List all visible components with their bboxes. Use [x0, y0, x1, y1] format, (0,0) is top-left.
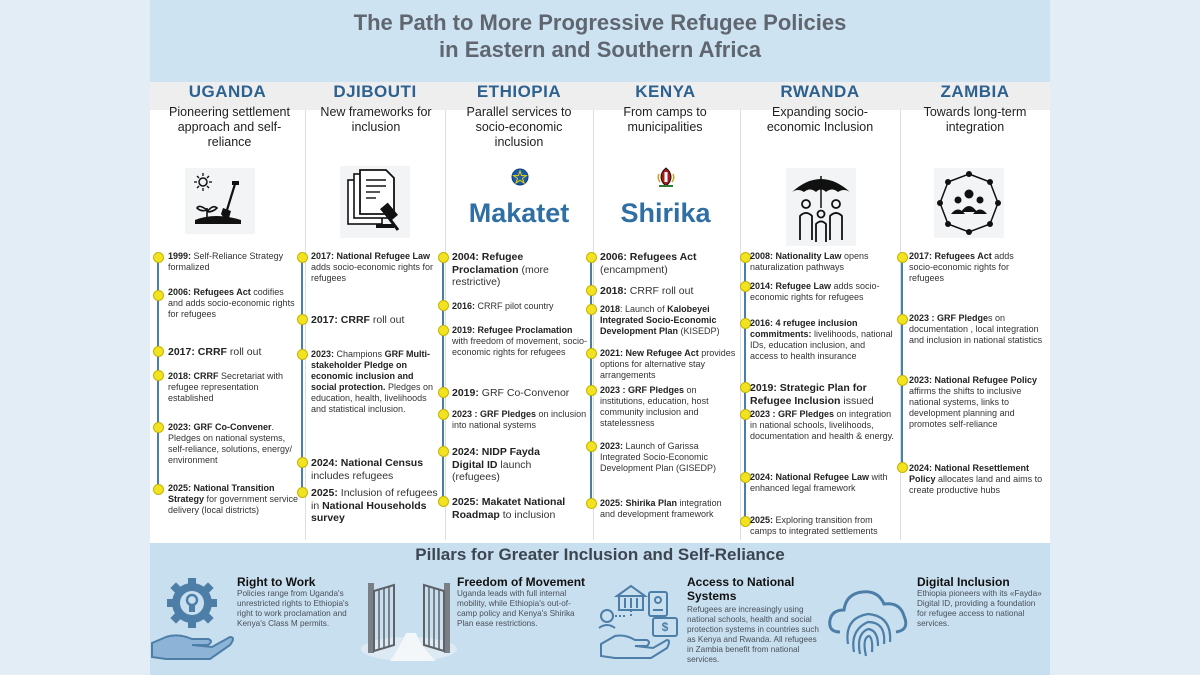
pillar-text-freedom-of-movement: Uganda leads with full internal mobility, while Ethiopia's out-of-camp policy and Kenya's Shirika Plan ease restrictions. — [457, 589, 575, 628]
rwanda-entry-2023: 2023 : GRF Pledges on integration in national schools, livelihoods, documentation and health & energy. — [750, 409, 894, 441]
pillars-title: Pillars for Greater Inclusion and Self-Reliance — [415, 545, 785, 564]
rwanda-entry-2025: 2025: Exploring transition from camps to integrated settlements — [750, 515, 878, 536]
zambia-entry-2023-policy: 2023: National Refugee Policy affirms the shifts to inclusive national systems, links to development planning and promotes self-reliance — [909, 375, 1038, 429]
national-services-icon — [595, 578, 683, 660]
subtitle-zambia: Towards long-term integration — [923, 105, 1027, 134]
zambia-entry-2023-grf: 2023 : GRF Pledges on documentation , local integration and inclusion in national statistics — [909, 313, 1043, 345]
rwanda-entry-2016: 2016: 4 refugee inclusion commitments: livelihoods, national IDs, education inclusion, and access to health insurance — [750, 318, 893, 361]
pillar-title-digital-inclusion: Digital Inclusion — [917, 575, 1010, 589]
ethiopia-entry-2019-grf: 2019: GRF Co-Convenor — [452, 387, 570, 399]
rwanda-entry-2024: 2024: National Refugee Law with enhanced legal framework — [750, 472, 888, 493]
kenya-entry-2025: 2025: Shirika Plan integration and development framework — [600, 498, 722, 519]
rwanda-entry-2014: 2014: Refugee Law adds socio-economic rights for refugees — [750, 281, 880, 302]
shirika-wordmark: Shirika — [620, 198, 711, 228]
timeline-ethiopia — [442, 256, 444, 502]
seedling-shovel-icon — [185, 168, 255, 234]
timeline-dot — [153, 484, 164, 495]
djibouti-entry-2017-crrf: 2017: CRRF roll out — [311, 314, 405, 326]
ethiopia-entry-2019-proclamation: 2019: Refugee Proclamation with freedom of movement, socio-economic rights for refugees — [452, 325, 588, 357]
subtitle-djibouti: New frameworks for inclusion — [320, 105, 432, 134]
country-zambia: ZAMBIA — [940, 82, 1010, 101]
uganda-entry-2023: 2023: GRF Co-Convener. Pledges on national systems, self-reliance, solutions, energy/ environment — [168, 422, 293, 465]
country-rwanda: RWANDA — [780, 82, 860, 101]
kenya-emblem-icon — [656, 166, 676, 188]
country-kenya: KENYA — [635, 82, 696, 101]
timeline-dot — [897, 375, 908, 386]
kenya-entry-2023-gisedp: 2023: Launch of Garissa Integrated Socio-Economic Development Plan (GISEDP) — [600, 441, 717, 473]
subtitle-kenya: From camps to municipalities — [623, 105, 707, 134]
country-ethiopia: ETHIOPIA — [476, 82, 562, 101]
makatet-wordmark: Makatet — [468, 198, 570, 228]
djibouti-entry-2024: 2024: National Census includes refugees — [311, 457, 424, 482]
ethiopia-entry-2016: 2016: CRRF pilot country — [452, 301, 554, 311]
rwanda-entry-2008: 2008: Nationality Law opens naturalization pathways — [750, 251, 869, 272]
ethiopia-entry-2004: 2004: Refugee Proclamation (more restrictive) — [452, 251, 549, 288]
uganda-entry-1999: 1999: Self-Reliance Strategy formalized — [168, 251, 284, 272]
kenya-entry-2021: 2021: New Refugee Act provides options for alternative stay arrangements — [600, 348, 736, 380]
subtitle-rwanda: Expanding socio-economic Inclusion — [766, 105, 874, 134]
djibouti-entry-2025: 2025: Inclusion of refugees in National Households survey — [311, 487, 438, 524]
infographic — [150, 0, 1050, 675]
timeline-dot — [438, 300, 449, 311]
timeline-dot — [897, 462, 908, 473]
pillar-title-access-national-systems: Access to National Systems — [687, 575, 795, 603]
timeline-dot — [438, 325, 449, 336]
column-divider — [593, 110, 594, 540]
document-gavel-icon — [340, 166, 410, 238]
svg-text:$: $ — [661, 620, 669, 634]
timeline-dot — [153, 290, 164, 301]
timeline-dot — [897, 252, 908, 263]
pillar-title-right-to-work: Right to Work — [237, 575, 316, 589]
pillar-text-digital-inclusion: Ethiopia pioneers with its «Fayda» Digital ID, providing a foundation for refugee access to national services. — [917, 589, 1042, 628]
timeline-dot — [897, 314, 908, 325]
subtitle-uganda: Pioneering settlement approach and self-reliance — [169, 105, 290, 149]
timeline-dot — [438, 446, 449, 457]
pillar-text-right-to-work: Policies range from Uganda's unrestricted rights to Ethiopia's right to work proclamation and Kenya's Class M permits. — [237, 589, 349, 628]
ethiopia-entry-2023: 2023 : GRF Pledges on inclusion into national systems — [452, 409, 587, 430]
fingerprint-cloud-icon — [826, 582, 912, 660]
pillar-text-access-national-systems: Refugees are increasingly using national schools, health and social protection systems in countries such as Kenya and Rwanda. All refugees in Zambia benefit from national services. — [687, 605, 819, 664]
open-gate-icon — [360, 573, 458, 665]
country-djibouti: DJIBOUTI — [333, 82, 417, 101]
family-umbrella-icon — [786, 168, 856, 246]
kenya-entry-2023-grf: 2023 : GRF Pledges on institutions, education, host community inclusion and statelessness — [600, 385, 709, 428]
subtitle-ethiopia: Parallel services to socio-economic inclusion — [466, 105, 572, 149]
rwanda-entry-2019: 2019: Strategic Plan for Refugee Inclusion issued — [750, 382, 874, 407]
timeline-dot — [153, 252, 164, 263]
kenya-entry-2006: 2006: Refugees Act (encampment) — [600, 251, 697, 276]
ethiopia-entry-2024: 2024: NIDP Fayda Digital ID launch (refugees) — [452, 446, 540, 483]
pillar-title-freedom-of-movement: Freedom of Movement — [457, 575, 586, 589]
community-network-icon — [934, 168, 1004, 238]
country-uganda: UGANDA — [188, 82, 267, 101]
timeline-dot — [153, 370, 164, 381]
column-divider — [305, 110, 306, 540]
ethiopia-emblem-icon — [511, 168, 529, 186]
timeline-dot — [153, 346, 164, 357]
page-title — [150, 9, 1050, 63]
uganda-entry-2006: 2006: Refugees Act codifies and adds socio-economic rights for refugees — [168, 287, 295, 319]
kenya-entry-2018-crrf: 2018: CRRF roll out — [600, 285, 694, 297]
timeline-zambia — [901, 256, 903, 468]
title-line-1: The Path to More Progressive Refugee Policies — [353, 10, 847, 35]
timeline-dot — [586, 441, 597, 452]
hand-gear-icon — [152, 573, 234, 663]
djibouti-entry-2017-law: 2017: National Refugee Law adds socio-economic rights for refugees — [311, 251, 434, 283]
uganda-entry-2018: 2018: CRRF Secretariat with refugee representation established — [168, 371, 284, 403]
title-line-2: in Eastern and Southern Africa — [439, 37, 761, 62]
zambia-entry-2024: 2024: National Resettlement Policy allocates land and aims to create productive hubs — [909, 463, 1043, 495]
header-banner — [150, 0, 1050, 82]
ethiopia-entry-2025: 2025: Makatet National Roadmap to inclusion — [452, 496, 566, 521]
uganda-entry-2017: 2017: CRRF roll out — [168, 346, 262, 358]
kenya-entry-2018-kisedp: 2018: Launch of Kalobeyei Integrated Socio-Economic Development Plan (KISEDP) — [600, 304, 720, 336]
djibouti-entry-2023: 2023: Champions GRF Multi-stakeholder Pledge on economic inclusion and social protection. Pledges on education, health, livelihoods and statistical inclusion. — [311, 349, 434, 414]
uganda-entry-2025: 2025: National Transition Strategy for government service delivery (local districts) — [168, 483, 299, 515]
zambia-entry-2017: 2017: Refugees Act adds socio-economic rights for refugees — [909, 251, 1014, 283]
timeline-dot — [153, 422, 164, 433]
